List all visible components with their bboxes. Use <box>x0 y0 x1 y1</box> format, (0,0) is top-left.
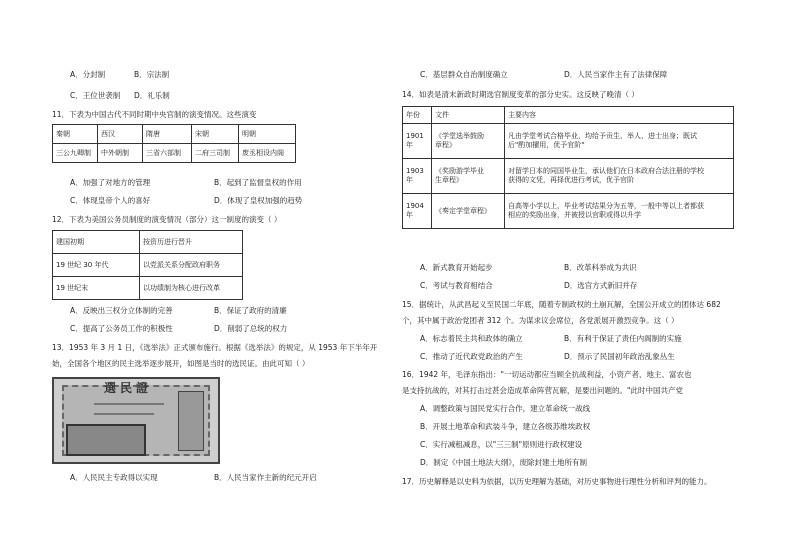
q15-option-d[interactable]: D．预示了民国初年政治乱象丛生 <box>564 352 675 361</box>
q15-option-c[interactable]: C．推动了近代政党政治的产生 <box>420 352 523 361</box>
q11-option-d[interactable]: D．体现了皇权加强的趋势 <box>214 196 303 205</box>
q11-stem: 11．下表为中国古代不同时期中央官制的演变情况。这些演变 <box>52 110 257 119</box>
q14-option-c[interactable]: C．考试与教育相结合 <box>420 281 493 290</box>
q12-option-d[interactable]: D．削弱了总统的权力 <box>214 324 288 333</box>
q11-option-a[interactable]: A．加强了对地方的管理 <box>70 178 151 187</box>
q16-option-d[interactable]: D．制定《中国土地法大纲》，废除封建土地所有制 <box>420 458 588 467</box>
q14-option-a[interactable]: A．新式教育开始起步 <box>420 263 493 272</box>
q14-year: 1904 年 <box>403 194 432 229</box>
q15-option-b[interactable]: B．有利于保证了责任内阁制的实施 <box>564 334 682 343</box>
q16-stem-line1: 16．1942 年，毛泽东指出："一切运动都应当顾全抗战利益，小资产者、地主、富农也 <box>402 370 692 379</box>
q11-cell: 三省六部制 <box>143 144 192 163</box>
q11-cell: 西汉 <box>98 125 143 144</box>
q11-option-c[interactable]: C．体现皇帝个人的喜好 <box>70 196 151 205</box>
q10-option-a[interactable]: A．分封制 <box>70 70 106 79</box>
q16-option-c[interactable]: C．实行减租减息，以"三三制"原则进行政权建设 <box>420 440 583 449</box>
q12-option-b[interactable]: B．保证了政府的清廉 <box>214 306 287 315</box>
q14-content: 对留学日本的同国毕业生，承认他们在日本政府合法注册的学校 获得的文凭，再择优进行考试，优予官阶 <box>505 159 734 194</box>
q11-cell: 隋唐 <box>143 125 192 144</box>
q15-stem-line1: 15．据统计，从武昌起义至民国二年底，随着专制政权的土崩瓦解，全国公开成立的团体达 682 <box>402 300 721 309</box>
q10-option-b[interactable]: B．宗法制 <box>134 70 170 79</box>
q13-option-c[interactable]: C．基层群众自治制度确立 <box>420 70 508 79</box>
q11-cell: 二府三司制 <box>192 144 239 163</box>
q10-option-d[interactable]: D．礼乐制 <box>134 91 170 100</box>
photo-side-column <box>178 391 204 451</box>
q14-content: 凡由学堂考试合格毕业，均给予贡生、举人、进士出身；既试 后"酌加擢用，优予官阶" <box>505 124 734 159</box>
q12-option-c[interactable]: C．提高了公务员工作的积极性 <box>70 324 173 333</box>
q12-table <box>52 230 243 300</box>
q16-option-b[interactable]: B．开展土地革命和武装斗争，建立各级苏维埃政权 <box>420 422 591 431</box>
q14-option-b[interactable]: B．改革科举成为共识 <box>564 263 637 272</box>
q16-stem-line2: 是支持抗战的，对其打击过甚会造成革命阵营瓦解，是要出问题的。"此时中国共产党 <box>402 386 683 395</box>
q14-content: 自高等小学以上，毕业考试结果分为五等，一般中等以上者都获 相应的奖励出身，并被授以官职或得以升学 <box>505 194 734 229</box>
q12-cell: 建国初期 <box>53 231 140 254</box>
photo-line <box>94 403 164 405</box>
q14-header-year: 年份 <box>403 107 432 124</box>
q12-stem: 12．下表为美国公务员制度的演变情况（部分）这一制度的演变（ ） <box>52 215 282 224</box>
q13-option-b[interactable]: B．人民当家作主新的纪元开启 <box>214 473 317 482</box>
photo-line <box>94 413 154 415</box>
q12-option-a[interactable]: A．反映出三权分立体制的完善 <box>70 306 173 315</box>
q11-cell: 明朝 <box>239 125 296 144</box>
q11-cell: 三公九卿制 <box>53 144 98 163</box>
q12-cell: 按资历进行晋升 <box>140 231 243 254</box>
q17-stem: 17．历史解释是以史料为依据，以历史理解为基础，对历史事物进行理性分析和评判的能力。 <box>402 477 712 486</box>
q14-doc: 《学堂选举鼓励 章程》 <box>432 124 505 159</box>
q10-option-c[interactable]: C．王位世袭制 <box>70 91 121 100</box>
q14-stem: 14．如表是清末新政时期选官制度变革的部分史实。这反映了晚清（ ） <box>402 90 639 99</box>
q12-cell: 19 世纪末 <box>53 277 140 300</box>
q12-cell: 以功绩制为核心进行改革 <box>140 277 243 300</box>
q13-stem-line1: 13．1953 年 3 月 1 日，《选举法》正式颁布施行。根据《选举法》的规定，从 1953 年下半年开 <box>52 343 378 352</box>
q14-year: 1901 年 <box>403 124 432 159</box>
q11-cell: 秦朝 <box>53 125 98 144</box>
q15-option-a[interactable]: A．标志着民主共和政体的确立 <box>420 334 523 343</box>
q14-header-doc: 文件 <box>432 107 505 124</box>
q11-cell: 中外朝制 <box>98 144 143 163</box>
q14-year: 1903 年 <box>403 159 432 194</box>
voter-certificate-photo <box>52 377 220 464</box>
q14-table <box>402 106 734 229</box>
q12-cell: 19 世纪 30 年代 <box>53 254 140 277</box>
q14-doc: 《奏定学堂章程》 <box>432 194 505 229</box>
photo-title-text: 選民證 <box>104 381 153 395</box>
q11-cell: 废丞相设内阁 <box>239 144 296 163</box>
q15-stem-line2: 个，其中属于政治党团者 312 个。为谋求议会席位，各党派展开激烈竞争。这（ ） <box>402 316 679 325</box>
q14-header-content: 主要内容 <box>505 107 734 124</box>
q11-table <box>52 124 296 163</box>
q12-cell: 以党派关系分配政府职务 <box>140 254 243 277</box>
q13-stem-line2: 始，全国各个地区的民主选举逐步展开，如图是当时的选民证。由此可知（ ） <box>52 359 310 368</box>
q11-cell: 宋朝 <box>192 125 239 144</box>
q16-option-a[interactable]: A．调整政策与国民党实行合作，建立革命统一战线 <box>420 404 591 413</box>
q14-doc: 《奖励游学毕业 生章程》 <box>432 159 505 194</box>
q13-option-a[interactable]: A．人民民主专政得以实现 <box>70 473 158 482</box>
q13-option-d[interactable]: D．人民当家作主有了法律保障 <box>564 70 668 79</box>
photo-stamp <box>66 424 146 456</box>
q11-option-b[interactable]: B．起到了监督皇权的作用 <box>214 178 302 187</box>
q14-option-d[interactable]: D．选官方式新旧并存 <box>564 281 638 290</box>
